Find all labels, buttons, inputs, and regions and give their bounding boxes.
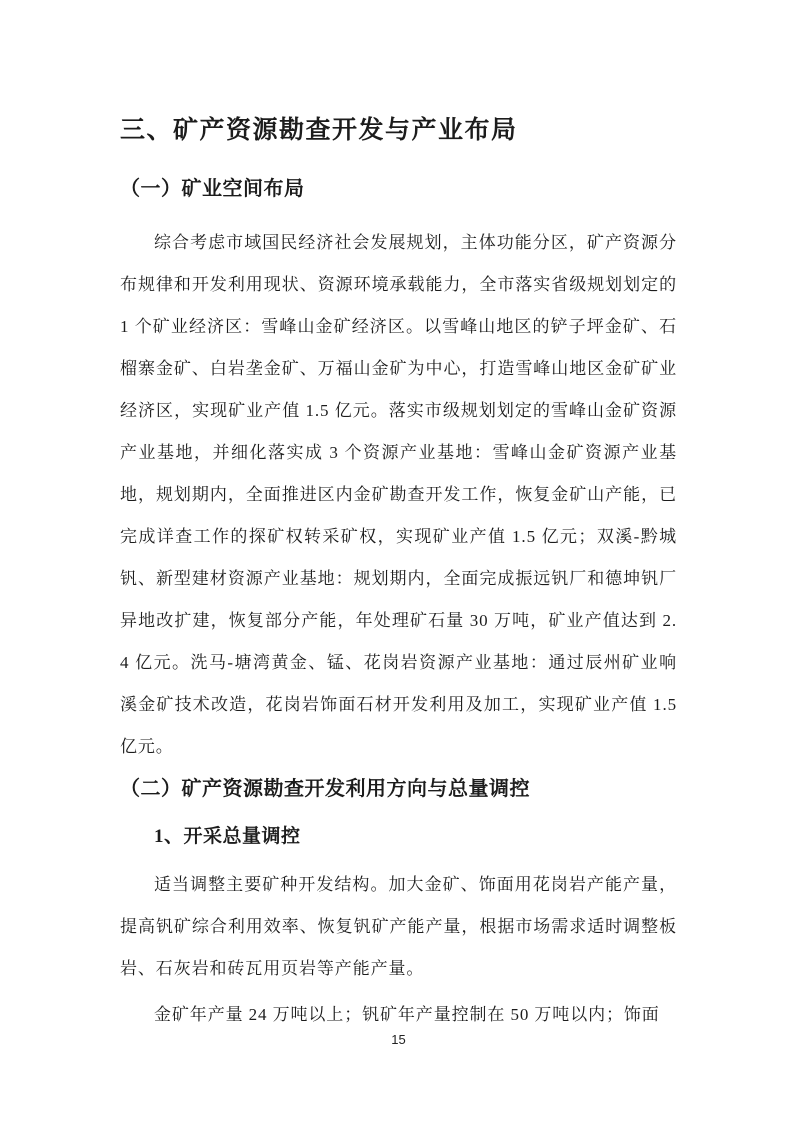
subsection-1-paragraph-1: 适当调整主要矿种开发结构。加大金矿、饰面用花岗岩产能产量，提高钒矿综合利用效率、恢复钒矿产能产量，根据市场需求适时调整板岩、石灰岩和砖瓦用页岩等产能产量。: [120, 875, 677, 978]
section-1-paragraph: 综合考虑市域国民经济社会发展规划，主体功能分区，矿产资源分布规律和开发利用现状、资源环境承载能力，全市落实省级规划划定的 1 个矿业经济区：雪峰山金矿经济区。以雪峰山地区的铲子坪金矿、石榴寨金矿、白岩垄金矿、万福山金矿为中心，打造雪峰山地区金矿矿业经济区，实现矿业产值 1.5 亿元。落实市级规划划定的雪峰山金矿资源产业基地，并细化落实成 3 个资源产业基地：雪峰山金矿资源产业基地，规划期内，全面推进区内金矿勘查开发工作，恢复金矿山产能，已完成详查工作的探矿权转采矿权，实现矿业产值 1.5 亿元；双溪-黔城钒、新型建材资源产业基地：规划期内，全面完成振远钒厂和德坤钒厂异地改扩建，恢复部分产能，年处理矿石量 30 万吨，矿业产值达到 2.4 亿元。洗马-塘湾黄金、锰、花岗岩资源产业基地：通过辰州矿业响溪金矿技术改造，花岗岩饰面石材开发利用及加工，实现矿业产值 1.5 亿元。: [120, 233, 677, 756]
main-heading: 三、矿产资源勘查开发与产业布局: [120, 117, 518, 144]
section-1-title: （一）矿业空间布局: [120, 178, 305, 200]
subsection-1-paragraph-2: 金矿年产量 24 万吨以上；钒矿年产量控制在 50 万吨以内；饰面: [154, 1005, 660, 1024]
section-2-title: （二）矿产资源勘查开发利用方向与总量调控: [120, 778, 530, 800]
subsection-1-title: 1、开采总量调控: [154, 826, 301, 847]
page-number: 15: [391, 1032, 406, 1047]
document-content: [120, 0, 677, 1036]
